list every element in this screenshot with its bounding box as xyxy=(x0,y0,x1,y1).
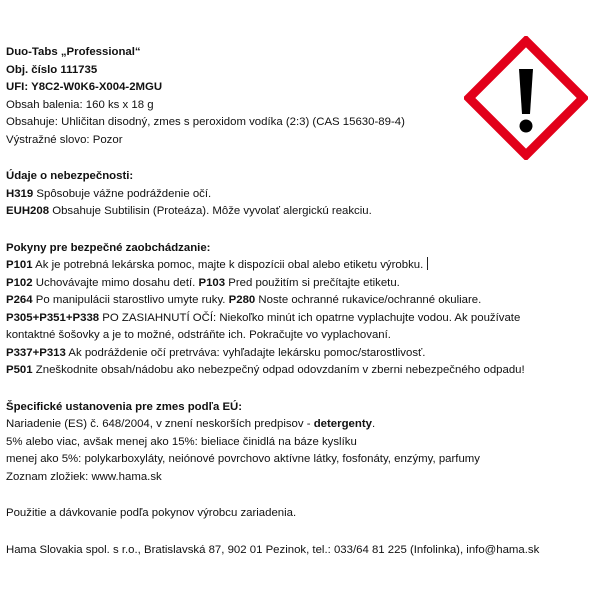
regulation-line: Nariadenie (ES) č. 648/2004, v znení neskorších predpisov - detergenty. xyxy=(6,418,376,430)
hazard-statement-h319: H319 Spôsobuje vážne podráždenie očí. xyxy=(6,187,212,200)
label-text xyxy=(6,44,594,559)
order-number: Obj. číslo 111735 xyxy=(6,63,98,76)
precaution-p264-p280: P264 Po manipulácii starostlivo umyte ruky. P280 Noste ochranné rukavice/ochranné okuliare. xyxy=(6,294,482,306)
composition-line-2: menej ako 5%: polykarboxyláty, neiónové povrchovo aktívne látky, fosfonáty, enzýmy, parfumy xyxy=(6,453,480,465)
signal-word: Výstražné slovo: Pozor xyxy=(6,133,123,146)
package-contents: Obsah balenia: 160 ks x 18 g xyxy=(6,98,154,111)
hazard-statement-euh208: EUH208 Obsahuje Subtilisin (Proteáza). Môže vyvolať alergickú reakciu. xyxy=(6,205,372,217)
precaution-p305-continued: kontaktné šošovky a je to možné, odstráňte ich. Pokračujte vo vyplachovaní. xyxy=(6,329,391,341)
hazards-heading: Údaje o nebezpečnosti: xyxy=(6,170,134,182)
precaution-p102-p103: P102 Uchovávajte mimo dosahu detí. P103 Pred použitím si prečítajte etiketu. xyxy=(6,276,400,289)
composition-line-1: 5% alebo viac, avšak menej ako 15%: bieliace činidlá na báze kyslíku xyxy=(6,435,357,448)
precaution-p305: P305+P351+P338 PO ZASIAHNUTÍ OČÍ: Niekoľko minút ich opatrne vyplachujte vodou. Ak používate xyxy=(6,311,521,324)
usage-note: Použitie a dávkovanie podľa pokynov výrobcu zariadenia. xyxy=(6,507,297,519)
precautions-heading: Pokyny pre bezpečné zaobchádzanie: xyxy=(6,241,211,254)
precaution-p337: P337+P313 Ak podráždenie očí pretrváva: vyhľadajte lekársku pomoc/starostlivosť. xyxy=(6,346,426,359)
ingredients-line: Obsahuje: Uhličitan disodný, zmes s peroxidom vodíka (2:3) (CAS 15630-89-4) xyxy=(6,116,405,128)
ingredient-list-link: Zoznam zložiek: www.hama.sk xyxy=(6,470,162,483)
product-name: Duo-Tabs „Professional“ xyxy=(6,46,141,58)
specific-heading: Špecifické ustanovenia pre zmes podľa EÚ: xyxy=(6,400,243,413)
precaution-p101: P101 Ak je potrebná lekárska pomoc, majte k dispozícii obal alebo etiketu výrobku. xyxy=(6,257,594,275)
company-footer: Hama Slovakia spol. s r.o., Bratislavská 87, 902 01 Pezinok, tel.: 033/64 81 225 (Infolinka), info@hama.sk xyxy=(6,543,540,556)
precaution-p501: P501 Zneškodnite obsah/nádobu ako nebezpečný odpad odovzdaním v zberni nebezpečného odpadu! xyxy=(6,364,525,376)
text-cursor xyxy=(427,257,428,270)
ufi-code: UFI: Y8C2-W0K6-X004-2MGU xyxy=(6,81,163,93)
